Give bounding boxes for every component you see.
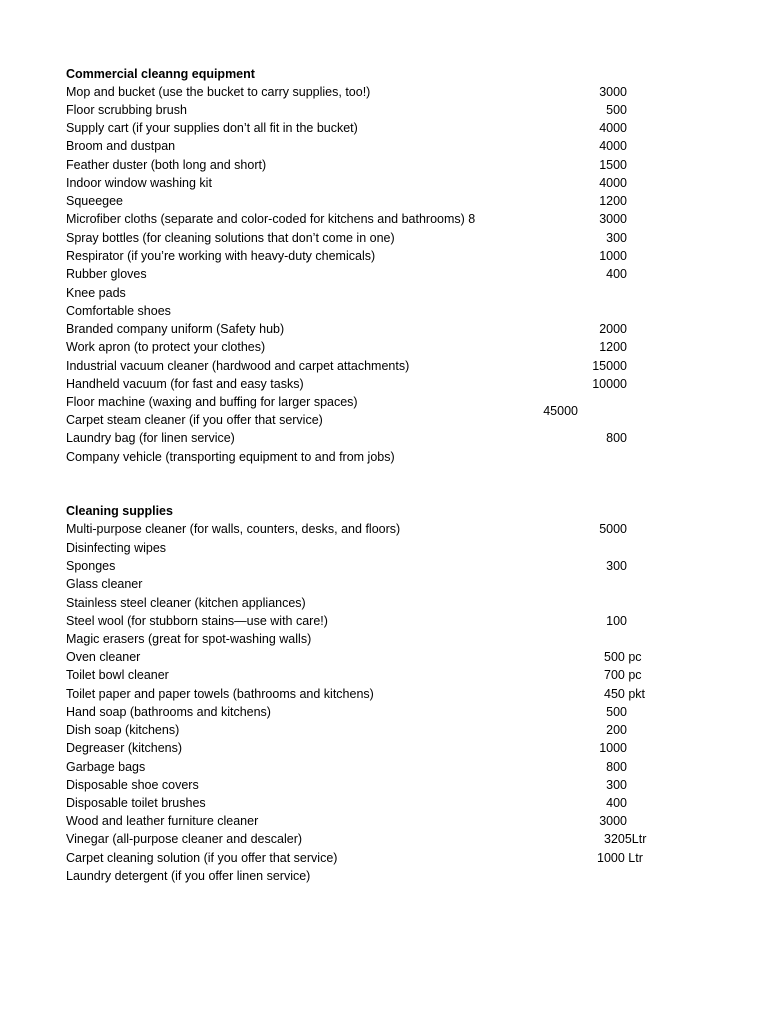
item-label: Squeegee: [66, 194, 124, 208]
list-item: [66, 776, 706, 794]
item-label: Carpet steam cleaner (if you offer that service): [66, 413, 323, 427]
list-item: [66, 648, 706, 666]
list-item: [66, 867, 706, 885]
item-label: Toilet paper and paper towels (bathrooms and kitchens): [66, 687, 374, 701]
item-label: Disposable toilet brushes: [66, 796, 206, 810]
list-item: [66, 612, 706, 630]
list-item: [66, 685, 706, 703]
item-value: 800: [606, 431, 627, 445]
list-item: [66, 174, 706, 192]
item-value: 450 pkt: [604, 687, 646, 701]
item-label: Disinfecting wipes: [66, 541, 167, 555]
item-value: 500 pc: [604, 650, 642, 664]
list-item: [66, 739, 706, 757]
item-label: Garbage bags: [66, 760, 146, 774]
list-item: [66, 830, 706, 848]
list-item: [66, 794, 706, 812]
list-item: [66, 758, 706, 776]
item-value: 4000: [599, 121, 627, 135]
item-value: 5000: [599, 522, 627, 536]
item-value: 400: [606, 796, 627, 810]
item-value: 1000: [599, 249, 627, 263]
item-label: Laundry bag (for linen service): [66, 431, 235, 445]
item-value: 4000: [599, 139, 627, 153]
item-label: Branded company uniform (Safety hub): [66, 322, 285, 336]
item-label: Steel wool (for stubborn stains—use with care!): [66, 614, 328, 628]
item-value: 1500: [599, 158, 627, 172]
list-item: [66, 849, 706, 867]
item-value: 1000: [599, 741, 627, 755]
item-value: 1200: [599, 340, 627, 354]
item-label: Hand soap (bathrooms and kitchens): [66, 705, 271, 719]
section-heading-supplies: [66, 502, 706, 520]
list-item: [66, 357, 706, 375]
item-label: Knee pads: [66, 286, 126, 300]
item-value: 3000: [599, 814, 627, 828]
item-label: Vinegar (all-purpose cleaner and descaler): [66, 832, 303, 846]
item-label: Toilet bowl cleaner: [66, 668, 169, 682]
item-value: 400: [606, 267, 627, 281]
item-value: 4000: [599, 176, 627, 190]
item-value: 1200: [599, 194, 627, 208]
item-label: Floor machine (waxing and buffing for larger spaces): [66, 395, 358, 409]
item-label: Respirator (if you’re working with heavy-duty chemicals): [66, 249, 376, 263]
item-label: Industrial vacuum cleaner (hardwood and carpet attachments): [66, 359, 410, 373]
item-value: 200: [606, 723, 627, 737]
item-label: Oven cleaner: [66, 650, 141, 664]
item-value: 300: [606, 231, 627, 245]
item-label: Work apron (to protect your clothes): [66, 340, 266, 354]
item-value: 300: [606, 559, 627, 573]
item-value: 3205Ltr: [604, 832, 647, 846]
section-title: Cleaning supplies: [66, 504, 173, 518]
list-item: [66, 338, 706, 356]
section-title: Commercial cleanng equipment: [66, 67, 255, 81]
list-item: [66, 210, 706, 228]
list-item: [66, 320, 706, 338]
list-item: [66, 393, 706, 418]
item-value: 2000: [599, 322, 627, 336]
item-label: Company vehicle (transporting equipment to and from jobs): [66, 450, 395, 464]
item-label: Multi-purpose cleaner (for walls, counters, desks, and floors): [66, 522, 401, 536]
list-item: [66, 411, 706, 429]
list-item: [66, 666, 706, 684]
item-value: 3000: [599, 212, 627, 226]
list-item: [66, 539, 706, 557]
list-item: [66, 375, 706, 393]
item-label: Indoor window washing kit: [66, 176, 212, 190]
item-label: Spray bottles (for cleaning solutions that don’t come in one): [66, 231, 395, 245]
item-label: Degreaser (kitchens): [66, 741, 183, 755]
item-label: Magic erasers (great for spot-washing walls): [66, 632, 312, 646]
item-label: Disposable shoe covers: [66, 778, 199, 792]
item-value: 800: [606, 760, 627, 774]
list-item: [66, 284, 706, 302]
item-label: Microfiber cloths (separate and color-coded for kitchens and bathrooms) 8: [66, 212, 476, 226]
item-label: Dish soap (kitchens): [66, 723, 180, 737]
item-label: Broom and dustpan: [66, 139, 176, 153]
list-item: [66, 137, 706, 155]
item-label: Rubber gloves: [66, 267, 147, 281]
list-item: [66, 156, 706, 174]
list-item: [66, 429, 706, 447]
item-label: Glass cleaner: [66, 577, 143, 591]
list-item: [66, 721, 706, 739]
list-item: [66, 83, 706, 101]
item-value: 300: [606, 778, 627, 792]
item-value: 10000: [592, 377, 627, 391]
list-item: [66, 265, 706, 283]
list-item: [66, 630, 706, 648]
item-label: Sponges: [66, 559, 116, 573]
list-item: [66, 594, 706, 612]
item-label: Stainless steel cleaner (kitchen appliances): [66, 596, 306, 610]
item-value: 15000: [592, 359, 627, 373]
item-value: 500: [606, 103, 627, 117]
list-item: [66, 247, 706, 265]
list-item: [66, 302, 706, 320]
list-item: [66, 557, 706, 575]
item-value: 1000 Ltr: [597, 851, 643, 865]
list-item: [66, 703, 706, 721]
item-value: 45000: [543, 404, 578, 418]
list-item: [66, 229, 706, 247]
item-label: Supply cart (if your supplies don’t all fit in the bucket): [66, 121, 358, 135]
item-label: Wood and leather furniture cleaner: [66, 814, 259, 828]
list-item: [66, 520, 706, 538]
item-value: 700 pc: [604, 668, 642, 682]
item-label: Comfortable shoes: [66, 304, 171, 318]
item-label: Handheld vacuum (for fast and easy tasks): [66, 377, 304, 391]
item-label: Feather duster (both long and short): [66, 158, 267, 172]
section-heading-equipment: [66, 65, 706, 83]
item-value: 3000: [599, 85, 627, 99]
list-item: [66, 812, 706, 830]
item-label: Floor scrubbing brush: [66, 103, 187, 117]
list-item: [66, 101, 706, 119]
item-label: Laundry detergent (if you offer linen service): [66, 869, 311, 883]
item-value: 500: [606, 705, 627, 719]
list-item: [66, 192, 706, 210]
list-item: [66, 575, 706, 593]
item-label: Mop and bucket (use the bucket to carry supplies, too!): [66, 85, 371, 99]
item-value: 100: [606, 614, 627, 628]
list-item: [66, 448, 706, 466]
list-item: [66, 119, 706, 137]
item-label: Carpet cleaning solution (if you offer that service): [66, 851, 338, 865]
